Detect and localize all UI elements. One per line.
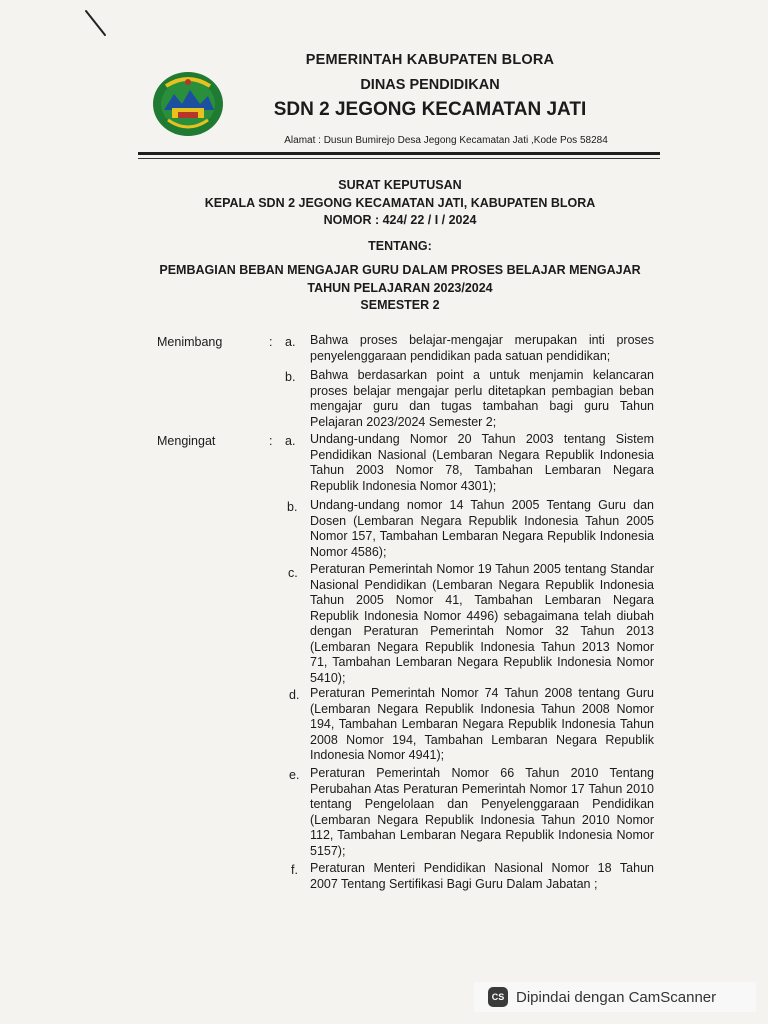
mengingat-colon: :: [269, 434, 273, 448]
mengingat-item-text: Peraturan Pemerintah Nomor 19 Tahun 2005 tentang Standar Nasional Pendidikan (Lembaran Negara Republik Indonesia Tahun 2005 Nomor 41, Tambahan Lembaran Negara Republik Indonesia Nomor 4496) sebagaimana telah diubah dengan Peraturan Pemerintah Nomor 32 Tahun 2013 (Lembaran Negara Republik Indonesia Tahun 2013 Nomor 71, Tambahan Lembaran Negara Republik Indonesia Nomor 5410);: [310, 562, 654, 685]
mengingat-item-text: Peraturan Menteri Pendidikan Nasional Nomor 18 Tahun 2007 Tentang Sertifikasi Bagi Guru Dalam Jabatan ;: [310, 861, 654, 891]
camscanner-text: Dipindai dengan CamScanner: [516, 988, 717, 1006]
menimbang-colon: :: [269, 335, 273, 349]
mengingat-item-letter: f.: [291, 863, 298, 877]
mengingat-item-letter: b.: [287, 500, 298, 514]
school-name: SDN 2 JEGONG KECAMATAN JATI: [273, 99, 587, 120]
camscanner-logo-icon: CS: [488, 987, 508, 1007]
tentang-heading: TENTANG:: [368, 239, 432, 253]
letterhead-divider: [138, 152, 660, 155]
decree-number: NOMOR : 424/ 22 / I / 2024: [323, 213, 477, 227]
menimbang-item-text: Bahwa proses belajar-mengajar merupakan inti proses penyelenggaraan pendidikan pada satuan pendidikan;: [310, 333, 654, 363]
mengingat-item-text: Peraturan Pemerintah Nomor 74 Tahun 2008 tentang Guru (Lembaran Negara Republik Indonesia Tahun 2008 Nomor 194, Tambahan Lembaran Negara Republik Indonesia Tahun 2008 Nomor 194, Tambahan Lembaran Negara Republik Indonesia Nomor 4941);: [310, 686, 654, 762]
menimbang-item-text: Bahwa berdasarkan point a untuk menjamin kelancaran proses belajar mengajar perlu ditetapkan pembagian beban mengajar guru dan tugas tambahan bagi guru Tahun Pelajaran 2023/2024 Semester 2;: [310, 368, 654, 429]
menimbang-item-letter: b.: [285, 370, 296, 384]
menimbang-label: Menimbang: [157, 335, 223, 349]
mengingat-item-letter: e.: [289, 768, 300, 782]
school-address: Alamat : Dusun Bumirejo Desa Jegong Kecamatan Jati ,Kode Pos 58284: [284, 135, 608, 146]
mengingat-item-text: Peraturan Pemerintah Nomor 66 Tahun 2010 Tentang Perubahan Atas Peraturan Pemerintah Nomor 17 Tahun 2010 tentang Pengelolaan dan Penyelenggaraan Pendidikan (Lembaran Negara Republik Indonesia Tahun 2010 Nomor 112, Tambahan Lembaran Negara Republik Indonesia Nomor 5157);: [310, 766, 654, 858]
department-name: DINAS PENDIDIKAN: [360, 77, 500, 93]
mengingat-item-text: Undang-undang nomor 14 Tahun 2005 Tentang Guru dan Dosen (Lembaran Negara Republik Indonesia Tahun 2005 Nomor 157, Tambahan Lembaran Negara Republik Indonesia Nomor 4586);: [310, 498, 654, 559]
regency-emblem-icon: [150, 68, 226, 138]
pen-stroke-mark: [84, 8, 108, 38]
decree-subject: PEMBAGIAN BEBAN MENGAJAR GURU DALAM PROSES BELAJAR MENGAJAR: [159, 263, 641, 277]
mengingat-item-letter: d.: [289, 688, 300, 702]
camscanner-watermark: [474, 982, 756, 1012]
menimbang-item-letter: a.: [285, 335, 296, 349]
letterhead-divider-thin: [138, 158, 660, 159]
decree-academic-year: TAHUN PELAJARAN 2023/2024: [307, 281, 493, 295]
mengingat-item-letter: c.: [288, 566, 298, 580]
mengingat-item-letter: a.: [285, 434, 296, 448]
government-name: PEMERINTAH KABUPATEN BLORA: [305, 52, 555, 68]
decree-title: SURAT KEPUTUSAN: [338, 178, 462, 192]
decree-semester: SEMESTER 2: [360, 298, 440, 312]
decree-issuer: KEPALA SDN 2 JEGONG KECAMATAN JATI, KABUPATEN BLORA: [204, 196, 596, 210]
mengingat-item-text: Undang-undang Nomor 20 Tahun 2003 tentang Sistem Pendidikan Nasional (Lembaran Negara Republik Indonesia Tahun 2003 Nomor 78, Tambahan Lembaran Negara Republik Indonesia Nomor 4301);: [310, 432, 654, 493]
mengingat-label: Mengingat: [157, 434, 216, 448]
